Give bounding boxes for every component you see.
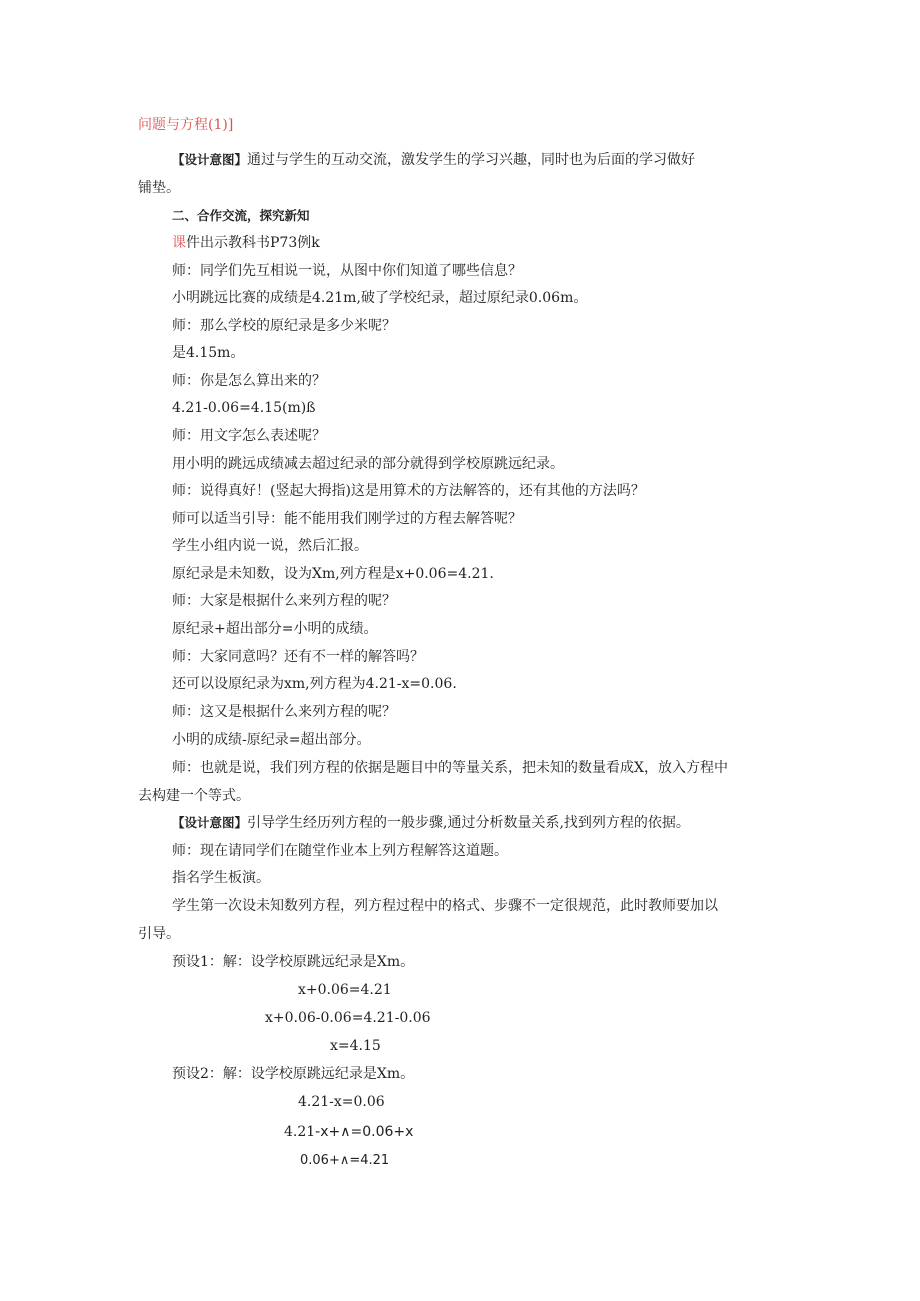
paragraph-line: 师：用文字怎么表述呢？	[172, 428, 326, 444]
paragraph-line: 师：说得真好！(竖起大拇指)这是用算术的方法解答的，还有其他的方法吗？	[172, 483, 645, 499]
equation-line: 4.21-x=0.06	[298, 1094, 385, 1110]
paragraph-line: 师：也就是说，我们列方程的依据是题目中的等量关系，把未知的数量看成X，放入方程中	[172, 760, 728, 776]
equation-line: x=4.15	[330, 1038, 381, 1054]
equation-part: -x+∧=0.06+x	[315, 1124, 414, 1140]
courseware-line	[172, 233, 320, 253]
design-intent-2	[172, 813, 690, 833]
paragraph-line: 用小明的跳远成绩减去超过纪录的部分就得到学校原跳远纪录。	[172, 456, 564, 472]
paragraph-line: 小明的成绩-原纪录=超出部分。	[172, 732, 371, 748]
paragraph-line: 师：你是怎么算出来的？	[172, 373, 326, 389]
paragraph-line: 是4.15m。	[172, 345, 245, 361]
paragraph-line: 师：大家同意吗？还有不一样的解答吗？	[172, 649, 424, 665]
paragraph-line: 引导。	[138, 926, 180, 942]
equation-part: 4.21	[284, 1124, 316, 1140]
paragraph-line: 去构建一个等式。	[138, 788, 250, 804]
paragraph-line: 学生第一次设未知数列方程，列方程过程中的格式、步骤不一定很规范，此时教师要加以	[172, 898, 718, 914]
courseware-text: 件出示教科书P73例k	[186, 235, 320, 251]
paragraph-line: 师：同学们先互相说一说，从图中你们知道了哪些信息？	[172, 263, 522, 279]
paragraph-line: 师可以适当引导：能不能用我们刚学过的方程去解答呢？	[172, 511, 522, 527]
design-intent-text: 通过与学生的互动交流，激发学生的学习兴趣，同时也为后面的学习做好	[247, 152, 696, 168]
preset-2: 预设2：解：设学校原跳远纪录是Xm。	[172, 1066, 415, 1082]
paragraph-line: 还可以设原纪录为xm,列方程为4.21-x=0.06.	[172, 676, 457, 692]
paragraph-line: 师：那么学校的原纪录是多少米呢？	[172, 318, 396, 334]
design-intent-tag: 【设计意图】	[172, 152, 248, 167]
equation-line	[284, 1122, 413, 1142]
paragraph-line: 师：这又是根据什么来列方程的呢？	[172, 704, 396, 720]
paragraph-line: 原纪录是未知数，设为Xm,列方程是x+0.06=4.21.	[172, 566, 494, 582]
equation-line: 0.06+∧=4.21	[300, 1153, 390, 1168]
paragraph-line: 师：现在请同学们在随堂作业本上列方程解答这道题。	[172, 843, 508, 859]
paragraph-line: 师：大家是根据什么来列方程的呢？	[172, 593, 396, 609]
equation-line: x+0.06-0.06=4.21-0.06	[265, 1010, 431, 1026]
document-title: 问题与方程(1)]	[138, 117, 234, 133]
preset-1: 预设1：解：设学校原跳远纪录是Xm。	[172, 954, 415, 970]
courseware-red-char: 课	[172, 235, 186, 251]
equation-line: x+0.06=4.21	[298, 982, 392, 998]
section-heading: 二、合作交流，探究新知	[172, 208, 310, 223]
design-intent-text: 引导学生经历列方程的一般步骤,通过分析数量关系,找到列方程的依据。	[247, 815, 690, 831]
paragraph-line: 指名学生板演。	[172, 870, 270, 886]
design-intent-1	[172, 150, 695, 170]
design-intent-1-cont: 铺垫。	[138, 180, 180, 196]
design-intent-tag: 【设计意图】	[172, 815, 248, 830]
paragraph-line: 4.21-0.06=4.15(m)ß	[172, 400, 316, 416]
paragraph-line: 小明跳远比赛的成绩是4.21m,破了学校纪录，超过原纪录0.06m。	[172, 290, 588, 306]
paragraph-line: 原纪录+超出部分=小明的成绩。	[172, 621, 378, 637]
paragraph-line: 学生小组内说一说，然后汇报。	[172, 538, 368, 554]
